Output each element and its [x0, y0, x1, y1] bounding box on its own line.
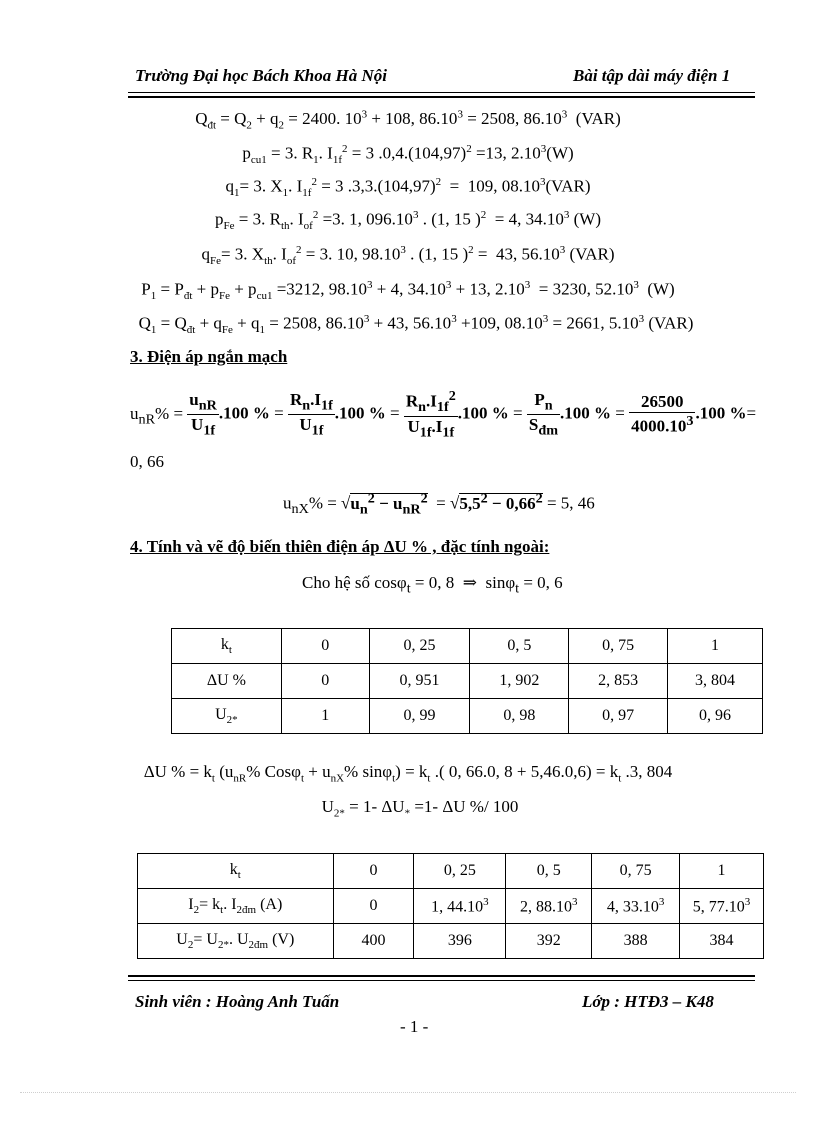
unr-formula: $u_{nR}\%$ = $\frac{u_{nR}}{U_{1f}}$ .100 % = $\frac{R_n.I_{1f}}{U_{1f}}$ .100 % = $\frac{R_n.I_{1f}^2}{U_{1f}.I_{1f}}$ .100 % = $\frac{P_n}{S_{đm}}$ .100 % = $\frac{26500}{4000.10^3}$ .100 %=: [130, 388, 757, 441]
eq-p-fe: $p_{Fe} = 3$. $R_{th}$. $I_{of}^2 =3$. 1, 096.10$^3$ . (1, 15 )$^2$ = 4, 34.10$^3$ (W): [215, 209, 601, 233]
output-table-cell: 2, 88.10$^3$: [506, 889, 592, 924]
footer-rule-thick: [128, 975, 755, 977]
output-table-cell: 0, 5: [506, 854, 592, 889]
delta-u-table-cell: 0: [281, 629, 369, 664]
footer-rule: [128, 980, 755, 981]
delta-u-table-cell: 0, 5: [470, 629, 569, 664]
cos-line: Cho hệ số cosφ$_t$ = 0, 8 ⇒ sinφ$_t$ = 0, 6: [302, 573, 563, 597]
page-number: - 1 -: [400, 1017, 429, 1036]
fraction-5: $\frac{26500}{4000.10^3}$: [631, 392, 694, 437]
delta-u-table-cell: 0, 25: [369, 629, 470, 664]
eq-q-1-total: $Q_1 = Q_{đt} + q_{Fe} + q_1 = 2508$, $86.10^3 + 43$, $56.10^3 +109$, $08.10^3 = 2661$, 5.10$^3$ (VAR): [138, 313, 694, 337]
delta-u-table-cell: 0, 97: [569, 699, 668, 734]
delta-u-table-cell: 1: [281, 699, 369, 734]
output-table-cell: 5, 77.10$^3$: [680, 889, 764, 924]
delta-u-table-row: [172, 629, 763, 664]
output-table-cell: 0, 25: [414, 854, 506, 889]
delta-u-table-row-header: ΔU %: [172, 664, 282, 699]
section-3-title: 3. Điện áp ngắn mạch: [130, 347, 288, 366]
eq-p-1: $P_1 = P_{đt} + p_{Fe} + p_{cu1} =3212$, $98.10^3 + 4$, $34.10^3 + 13$, 2.10$^3$ = 3230, 52.10$^3$ (W): [141, 279, 675, 303]
output-table-row: [138, 854, 764, 889]
output-table-cell: 0, 75: [592, 854, 680, 889]
eq-p-cu1: $p_{cu1} = 3$. $R_1$. $I_{1f}^2 = 3$ $.0,4.(104,97)^2 =13$, 2.10$^3$(W): [242, 143, 574, 167]
delta-u-table-cell: 0, 99: [369, 699, 470, 734]
output-table-row-header: $k_t$: [138, 854, 334, 889]
header-rule: [128, 92, 755, 93]
delta-u-table-row-header: $k_t$: [172, 629, 282, 664]
delta-u-table-cell: 2, 853: [569, 664, 668, 699]
page-edge: [20, 1092, 796, 1093]
output-table-cell: 384: [680, 924, 764, 959]
fraction-3: $\frac{R_n.I_{1f}^2}{U_{1f}.I_{1f}}$: [405, 388, 456, 441]
delta-u-formula: ΔU % = $k_t$ ($u_{nR}\%$ $Cos\varphi_t + u_{nX}\%$ $\sin\varphi_t) = k_t$ .( 0, 66.0, $8 + 5,46.0,6) = k_t$ .3, 804: [143, 762, 673, 785]
delta-u-table-row: [172, 699, 763, 734]
output-characteristic-table: [137, 853, 764, 959]
output-table-cell: 400: [333, 924, 414, 959]
output-table-cell: 0: [333, 889, 414, 924]
footer-class: Lớp : HTĐ3 – K48: [582, 992, 714, 1011]
delta-u-table-row-header: $U_{2*}$: [172, 699, 282, 734]
output-table-cell: 0: [333, 854, 414, 889]
delta-u-table-cell: 0, 75: [569, 629, 668, 664]
output-table-cell: 1, 44.10$^3$: [414, 889, 506, 924]
delta-u-table-row: [172, 664, 763, 699]
delta-u-table-cell: 3, 804: [668, 664, 763, 699]
fraction-1: $\frac{u_{nR}}{U_{1f}}$: [189, 389, 217, 439]
delta-u-table-cell: 0, 96: [668, 699, 763, 734]
delta-u-table-cell: 0, 98: [470, 699, 569, 734]
header-rule-thick: [128, 96, 755, 98]
output-table-row-header: $I_2= k_t$. $I_{2đm}$ (A): [138, 889, 334, 924]
output-table-row: [138, 924, 764, 959]
eq-q-dt: $Q_{đt} = Q_2 + q_2 = 2400$. $10^3 + 108$, $86.10^3 = 2508$, 86.10$^3$ (VAR): [195, 108, 621, 132]
header-course: Bài tập dài máy điện 1: [573, 66, 731, 85]
output-table-cell: 396: [414, 924, 506, 959]
footer-student: Sinh viên : Hoàng Anh Tuấn: [135, 992, 340, 1011]
fraction-2: $\frac{R_n.I_{1f}}{U_{1f}}$: [289, 389, 333, 439]
output-table-row-header: $U_2= U_{2*}$. $U_{2đm}$ (V): [138, 924, 334, 959]
output-table-cell: 4, 33.10$^3$: [592, 889, 680, 924]
output-table-row: [138, 889, 764, 924]
header-school: Trường Đại học Bách Khoa Hà Nội: [135, 66, 387, 85]
unr-result: 0, 66: [130, 452, 164, 471]
delta-u-table-cell: 1, 902: [470, 664, 569, 699]
delta-u-table-cell: 0, 951: [369, 664, 470, 699]
output-table-cell: 392: [506, 924, 592, 959]
fraction-4: $\frac{P_n}{S_{đm}}$: [528, 389, 559, 439]
eq-q-fe: $q_{Fe}= 3$. $X_{th}$. $I_{of}^2 = 3$. 10, 98.10$^3$ . (1, 15 )$^2$ = 43, 56.10$^3$ (VAR): [201, 244, 615, 268]
eq-q-1: $q_1= 3$. $X_1$. $I_{1f}^2 = 3$ $.3,3.(104,97)^2 = 109$, 08.10$^3$(VAR): [225, 176, 591, 200]
u2-formula: $U_{2*} = 1-$ $\Delta U_* =1-$ ΔU %/ 100: [321, 797, 519, 820]
delta-u-table-cell: 1: [668, 629, 763, 664]
output-table-cell: 1: [680, 854, 764, 889]
section-4-title: 4. Tính và vẽ độ biến thiên điện áp ΔU % , đặc tính ngoài:: [130, 537, 550, 556]
unx-formula: $u_{nX}\% = √u_n^2 - u_{nR}^2 = √5,5^2 - 0,66^2 = 5$, 46: [283, 490, 595, 518]
output-table-cell: 388: [592, 924, 680, 959]
delta-u-table-cell: 0: [281, 664, 369, 699]
delta-u-table: [171, 628, 763, 734]
